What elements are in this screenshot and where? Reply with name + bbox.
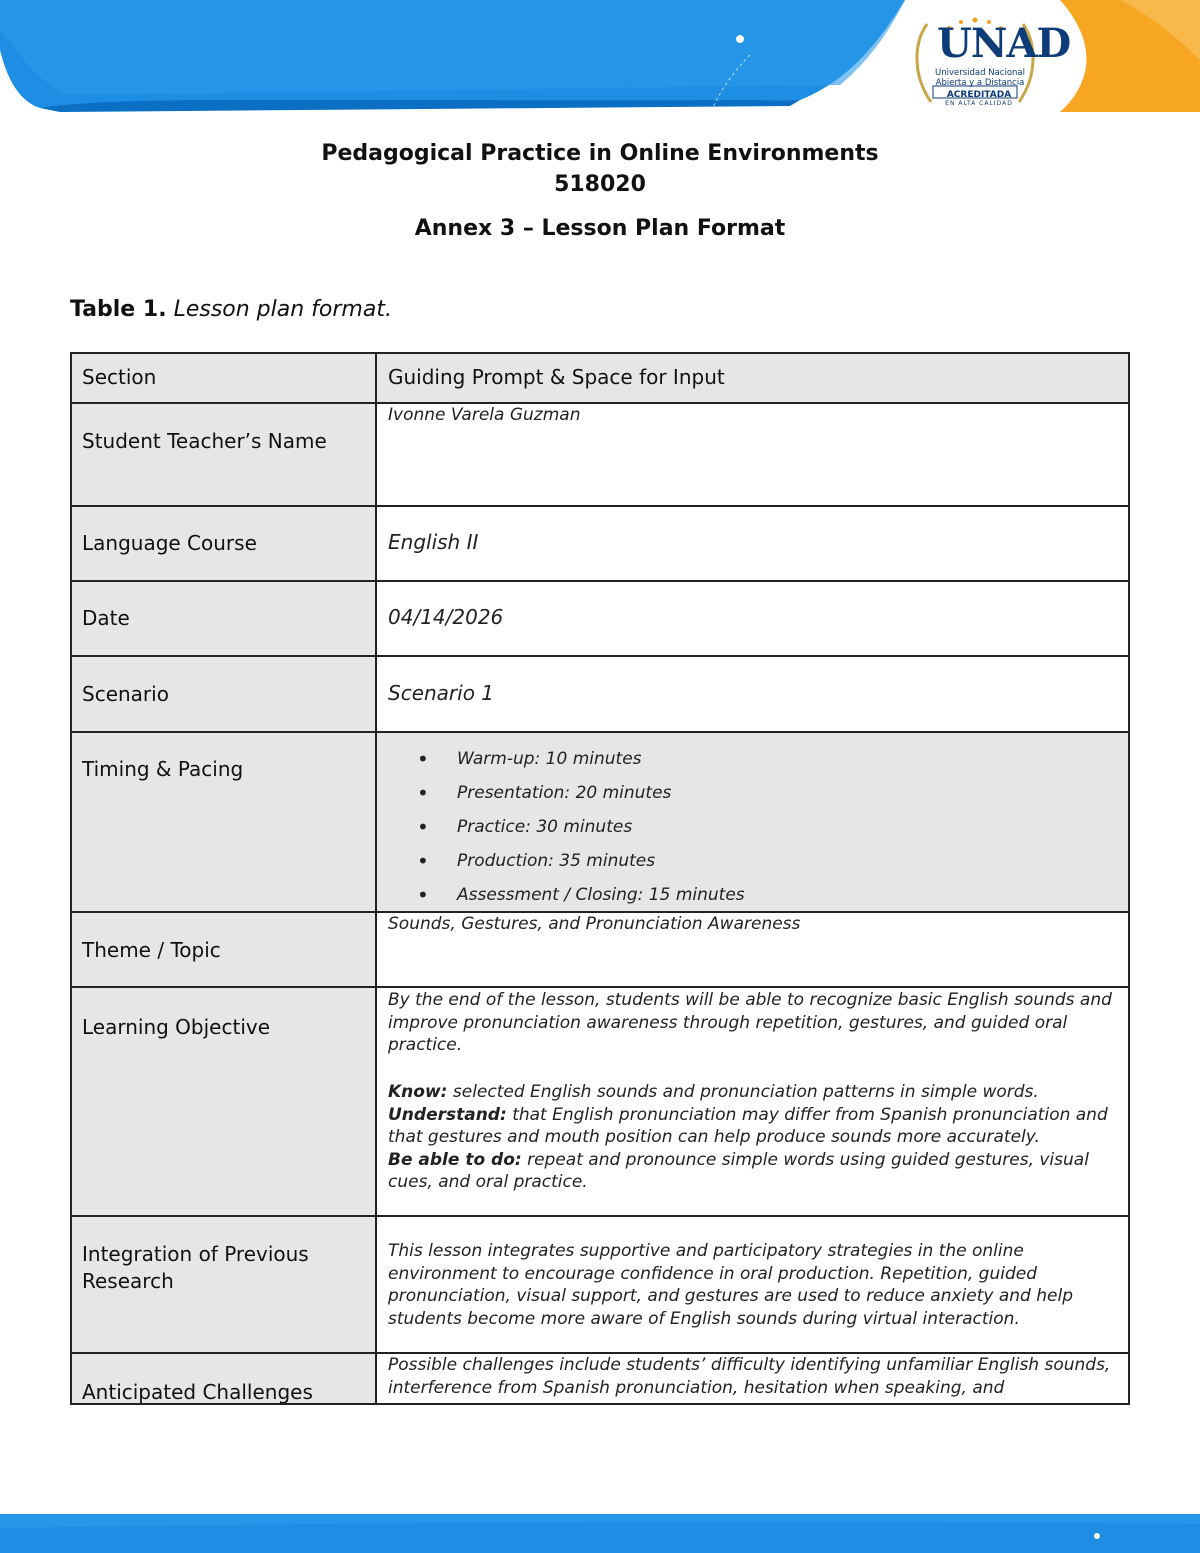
date-value: 04/14/2026 — [388, 605, 504, 629]
date-row — [72, 582, 1128, 657]
objective-value-cell[interactable] — [377, 988, 1128, 1215]
able-text: repeat and pronounce simple words using guided gestures, visual cues, and oral practice. — [388, 1149, 1089, 1192]
timing-label: Timing & Pacing — [82, 757, 244, 781]
date-label-cell — [72, 582, 377, 655]
student-row — [72, 404, 1128, 507]
lesson-plan-table — [70, 352, 1130, 1405]
course-value: English II — [388, 530, 479, 554]
annex-title: Annex 3 – Lesson Plan Format — [414, 216, 786, 241]
course-row — [72, 507, 1128, 582]
objective-label: Learning Objective — [82, 1015, 271, 1039]
timing-value-cell[interactable] — [377, 733, 1128, 911]
know-label: Know: — [388, 1082, 448, 1102]
integration-label: Integration of Previous Research — [82, 1242, 309, 1293]
integration-value: This lesson integrates supportive and participatory strategies in the online environment to encourage confidence in oral production. Repetition, guided pronunciation, visual support, and gestures are used to reduce anxiety and help students become more aware of English sounds during virtual interaction. — [388, 1241, 1073, 1329]
date-label: Date — [82, 606, 130, 630]
scenario-value-cell[interactable] — [377, 657, 1128, 731]
course-label-cell — [72, 507, 377, 580]
objective-label-cell — [72, 988, 377, 1215]
scenario-row — [72, 657, 1128, 733]
timing-label-cell — [72, 733, 377, 911]
student-label-cell — [72, 404, 377, 505]
understand-text: that English pronunciation may differ from Spanish pronunciation and that gestures and mouth position can help produce sounds more accurately. — [388, 1104, 1108, 1147]
timing-item: • Production: 35 minutes — [417, 844, 745, 878]
course-value-cell[interactable] — [377, 507, 1128, 580]
integration-label-cell — [72, 1217, 377, 1352]
objective-intro: By the end of the lesson, students will be able to recognize basic English sounds and improve pronunciation awareness through repetition, gestures, and guided oral practice. — [388, 990, 1112, 1055]
header-section-cell — [72, 354, 377, 402]
challenges-value-cell[interactable] — [377, 1354, 1128, 1405]
able-label: Be able to do: — [388, 1149, 522, 1170]
scenario-label: Scenario — [82, 682, 169, 706]
understand-label: Understand: — [388, 1104, 507, 1125]
caption-text: Lesson plan format. — [173, 297, 392, 322]
logo-accreditation-sub: EN ALTA CALIDAD — [945, 100, 1013, 107]
date-value-cell[interactable] — [377, 582, 1128, 655]
challenges-label-cell — [72, 1354, 377, 1405]
challenges-label: Anticipated Challenges — [82, 1380, 313, 1404]
theme-row — [72, 913, 1128, 988]
header-section: Section — [82, 365, 157, 389]
know-text: selected English sounds and pronunciation patterns in simple words. — [452, 1082, 1039, 1102]
header-prompt: Guiding Prompt & Space for Input — [388, 365, 725, 389]
timing-item: • Presentation: 20 minutes — [417, 776, 745, 810]
course-title: Pedagogical Practice in Online Environments — [321, 141, 879, 166]
course-label: Language Course — [82, 531, 257, 555]
challenges-row — [72, 1354, 1128, 1405]
timing-item: • Warm-up: 10 minutes — [417, 742, 745, 776]
student-value: Ivonne Varela Guzman — [388, 405, 581, 425]
timing-list — [417, 742, 745, 912]
objective-kud — [388, 1081, 1114, 1194]
integration-row — [72, 1217, 1128, 1354]
table-header-row — [72, 354, 1128, 404]
timing-row — [72, 733, 1128, 913]
timing-item: • Practice: 30 minutes — [417, 810, 745, 844]
logo-university: Universidad Nacional Abierta y a Distancia — [935, 68, 1025, 88]
timing-item: • Assessment / Closing: 15 minutes — [417, 878, 745, 912]
logo-accreditation: ACREDITADA — [946, 90, 1012, 100]
theme-label: Theme / Topic — [82, 938, 221, 962]
logo-letters: UNAD — [937, 20, 1071, 67]
theme-value-cell[interactable] — [377, 913, 1128, 986]
header-prompt-cell — [377, 354, 1128, 402]
student-label: Student Teacher’s Name — [82, 429, 327, 453]
challenges-value: Possible challenges include students’ difficulty identifying unfamiliar English sounds, interference from Spanish pronunciation, hesitation when speaking, and — [388, 1355, 1111, 1398]
scenario-value: Scenario 1 — [388, 681, 495, 705]
scenario-label-cell — [72, 657, 377, 731]
objective-row — [72, 988, 1128, 1217]
theme-label-cell — [72, 913, 377, 986]
unad-logo — [905, 14, 1071, 110]
integration-value-cell[interactable] — [377, 1217, 1128, 1352]
theme-value: Sounds, Gestures, and Pronunciation Awareness — [388, 914, 801, 934]
course-code: 518020 — [554, 172, 646, 197]
bottom-banner — [0, 1510, 1200, 1553]
caption-label: Table 1. — [70, 297, 167, 322]
table-caption — [70, 297, 392, 322]
student-value-cell[interactable] — [377, 404, 1128, 505]
